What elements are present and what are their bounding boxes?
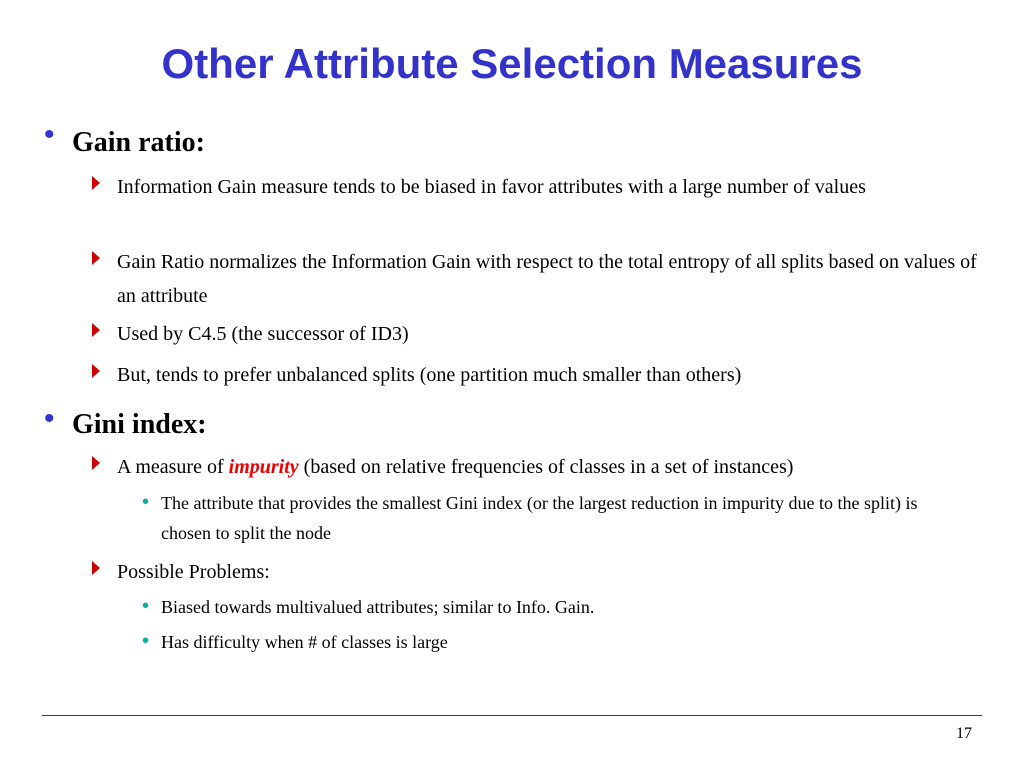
list-item: Information Gain measure tends to be biased in favor attributes with a large number of values: [117, 176, 866, 198]
arrow-bullet-icon: [92, 323, 100, 337]
arrow-bullet-icon: [92, 561, 100, 575]
list-item: Gain Ratio normalizes the Information Gain with respect to the total entropy of all splits based on values of an attribute: [117, 251, 977, 307]
list-item: Possible Problems:: [117, 561, 270, 583]
footer-divider: [42, 715, 982, 716]
section-heading-gain-ratio: Gain ratio:: [72, 127, 205, 158]
list-item: But, tends to prefer unbalanced splits (one partition much smaller than others): [117, 364, 742, 386]
arrow-bullet-icon: [92, 176, 100, 190]
level3-bullet-icon: •: [142, 491, 150, 513]
list-item: [117, 450, 997, 484]
slide-title: Other Attribute Selection Measures: [161, 40, 863, 87]
arrow-bullet-icon: [92, 456, 100, 470]
impurity-emphasis: impurity: [228, 456, 299, 478]
level1-bullet-icon: •: [44, 402, 55, 435]
sub-list-item: Has difficulty when # of classes is large: [161, 632, 448, 652]
arrow-bullet-icon: [92, 251, 100, 265]
sub-list-item: Biased towards multivalued attributes; similar to Info. Gain.: [161, 597, 595, 617]
level3-bullet-icon: •: [142, 595, 150, 617]
list-item-text: A measure of: [117, 456, 229, 478]
sub-list-item: The attribute that provides the smallest Gini index (or the largest reduction in impurity due to the split) is chosen to split the node: [161, 493, 918, 543]
list-item: Used by C4.5 (the successor of ID3): [117, 323, 409, 345]
page-number: 17: [956, 725, 972, 742]
level1-bullet-icon: •: [44, 118, 55, 151]
list-item-text: (based on relative frequencies of classes in a set of instances): [298, 456, 794, 478]
section-heading-gini-index: Gini index:: [72, 409, 207, 440]
level3-bullet-icon: •: [142, 630, 150, 652]
arrow-bullet-icon: [92, 364, 100, 378]
